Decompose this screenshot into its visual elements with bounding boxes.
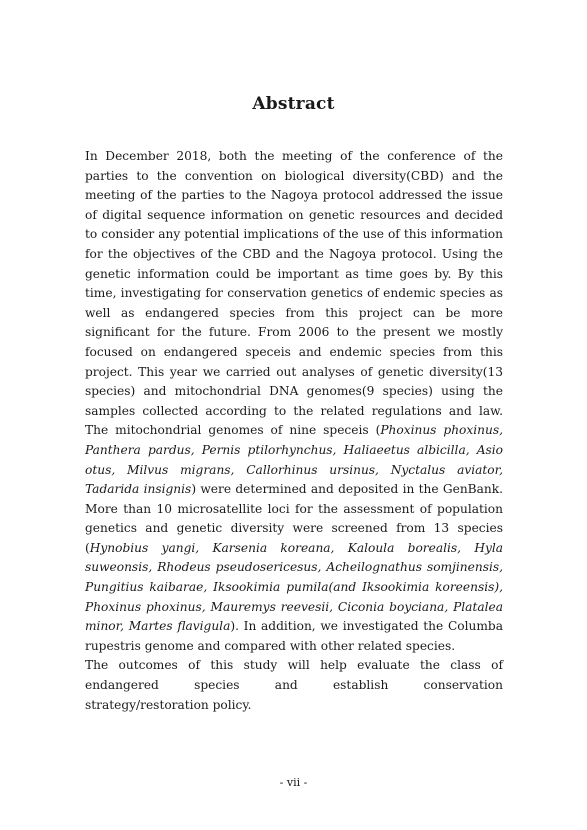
- abstract-paragraph-1: [85, 147, 503, 656]
- species-list-mitochondrial: Phoxinus phoxinus, Panthera pardus, Pernis ptilorhynchus, Haliaeetus albicilla, Asio otus, Milvus migrans, Callorhinus ursinus, Nyctalus aviator, Tadarida insignis: [85, 423, 503, 497]
- abstract-body: [85, 147, 503, 715]
- species-list-microsatellite: Hynobius yangi, Karsenia koreana, Kaloula borealis, Hyla suweonsis, Rhodeus pseudosericesus, Acheilognathus somjinensis, Pungitius kaibarae, Iksookimia pumila(and Iksookimia koreensis), Phoxinus phoxinus, Mauremys reevesii, Ciconia boyciana, Platalea minor, Martes flavigula: [85, 540, 503, 634]
- page-title: Abstract: [252, 94, 335, 114]
- abstract-paragraph-2: [85, 656, 503, 715]
- text-segment: The outcomes of this study will help evaluate the class of endangered species and establish conservation strategy/restoration policy.: [85, 658, 503, 712]
- text-segment: In December 2018, both the meeting of the conference of the parties to the convention on biological diversity(CBD) and the meeting of the parties to the Nagoya protocol addressed the issue of digital sequence information on genetic resources and decided to consider any potential implications of the use of this information for the objectives of the CBD and the Nagoya protocol. Using the genetic information could be important as time goes by. By this time, investigating for conservation genetics of endemic species as well as endangered species from this project can be more significant for the future. From 2006 to the present we mostly focused on endangered speceis and endemic species from this project. This year we carried out analyses of genetic diversity(13 species) and mitochondrial DNA genomes(9 species) using the samples collected according to the related regulations and law. The mitochondrial genomes of nine speceis (: [85, 149, 503, 438]
- page-number: - vii -: [279, 776, 308, 789]
- text-segment: ) were determined and deposited in the GenBank. More than 10 microsatellite loci for the assessment of population genetics and genetic diversity were screened from 13 species (: [85, 482, 504, 555]
- text-segment: ). In addition, we investigated the Columba rupestris genome and compared with other related species.: [85, 619, 503, 653]
